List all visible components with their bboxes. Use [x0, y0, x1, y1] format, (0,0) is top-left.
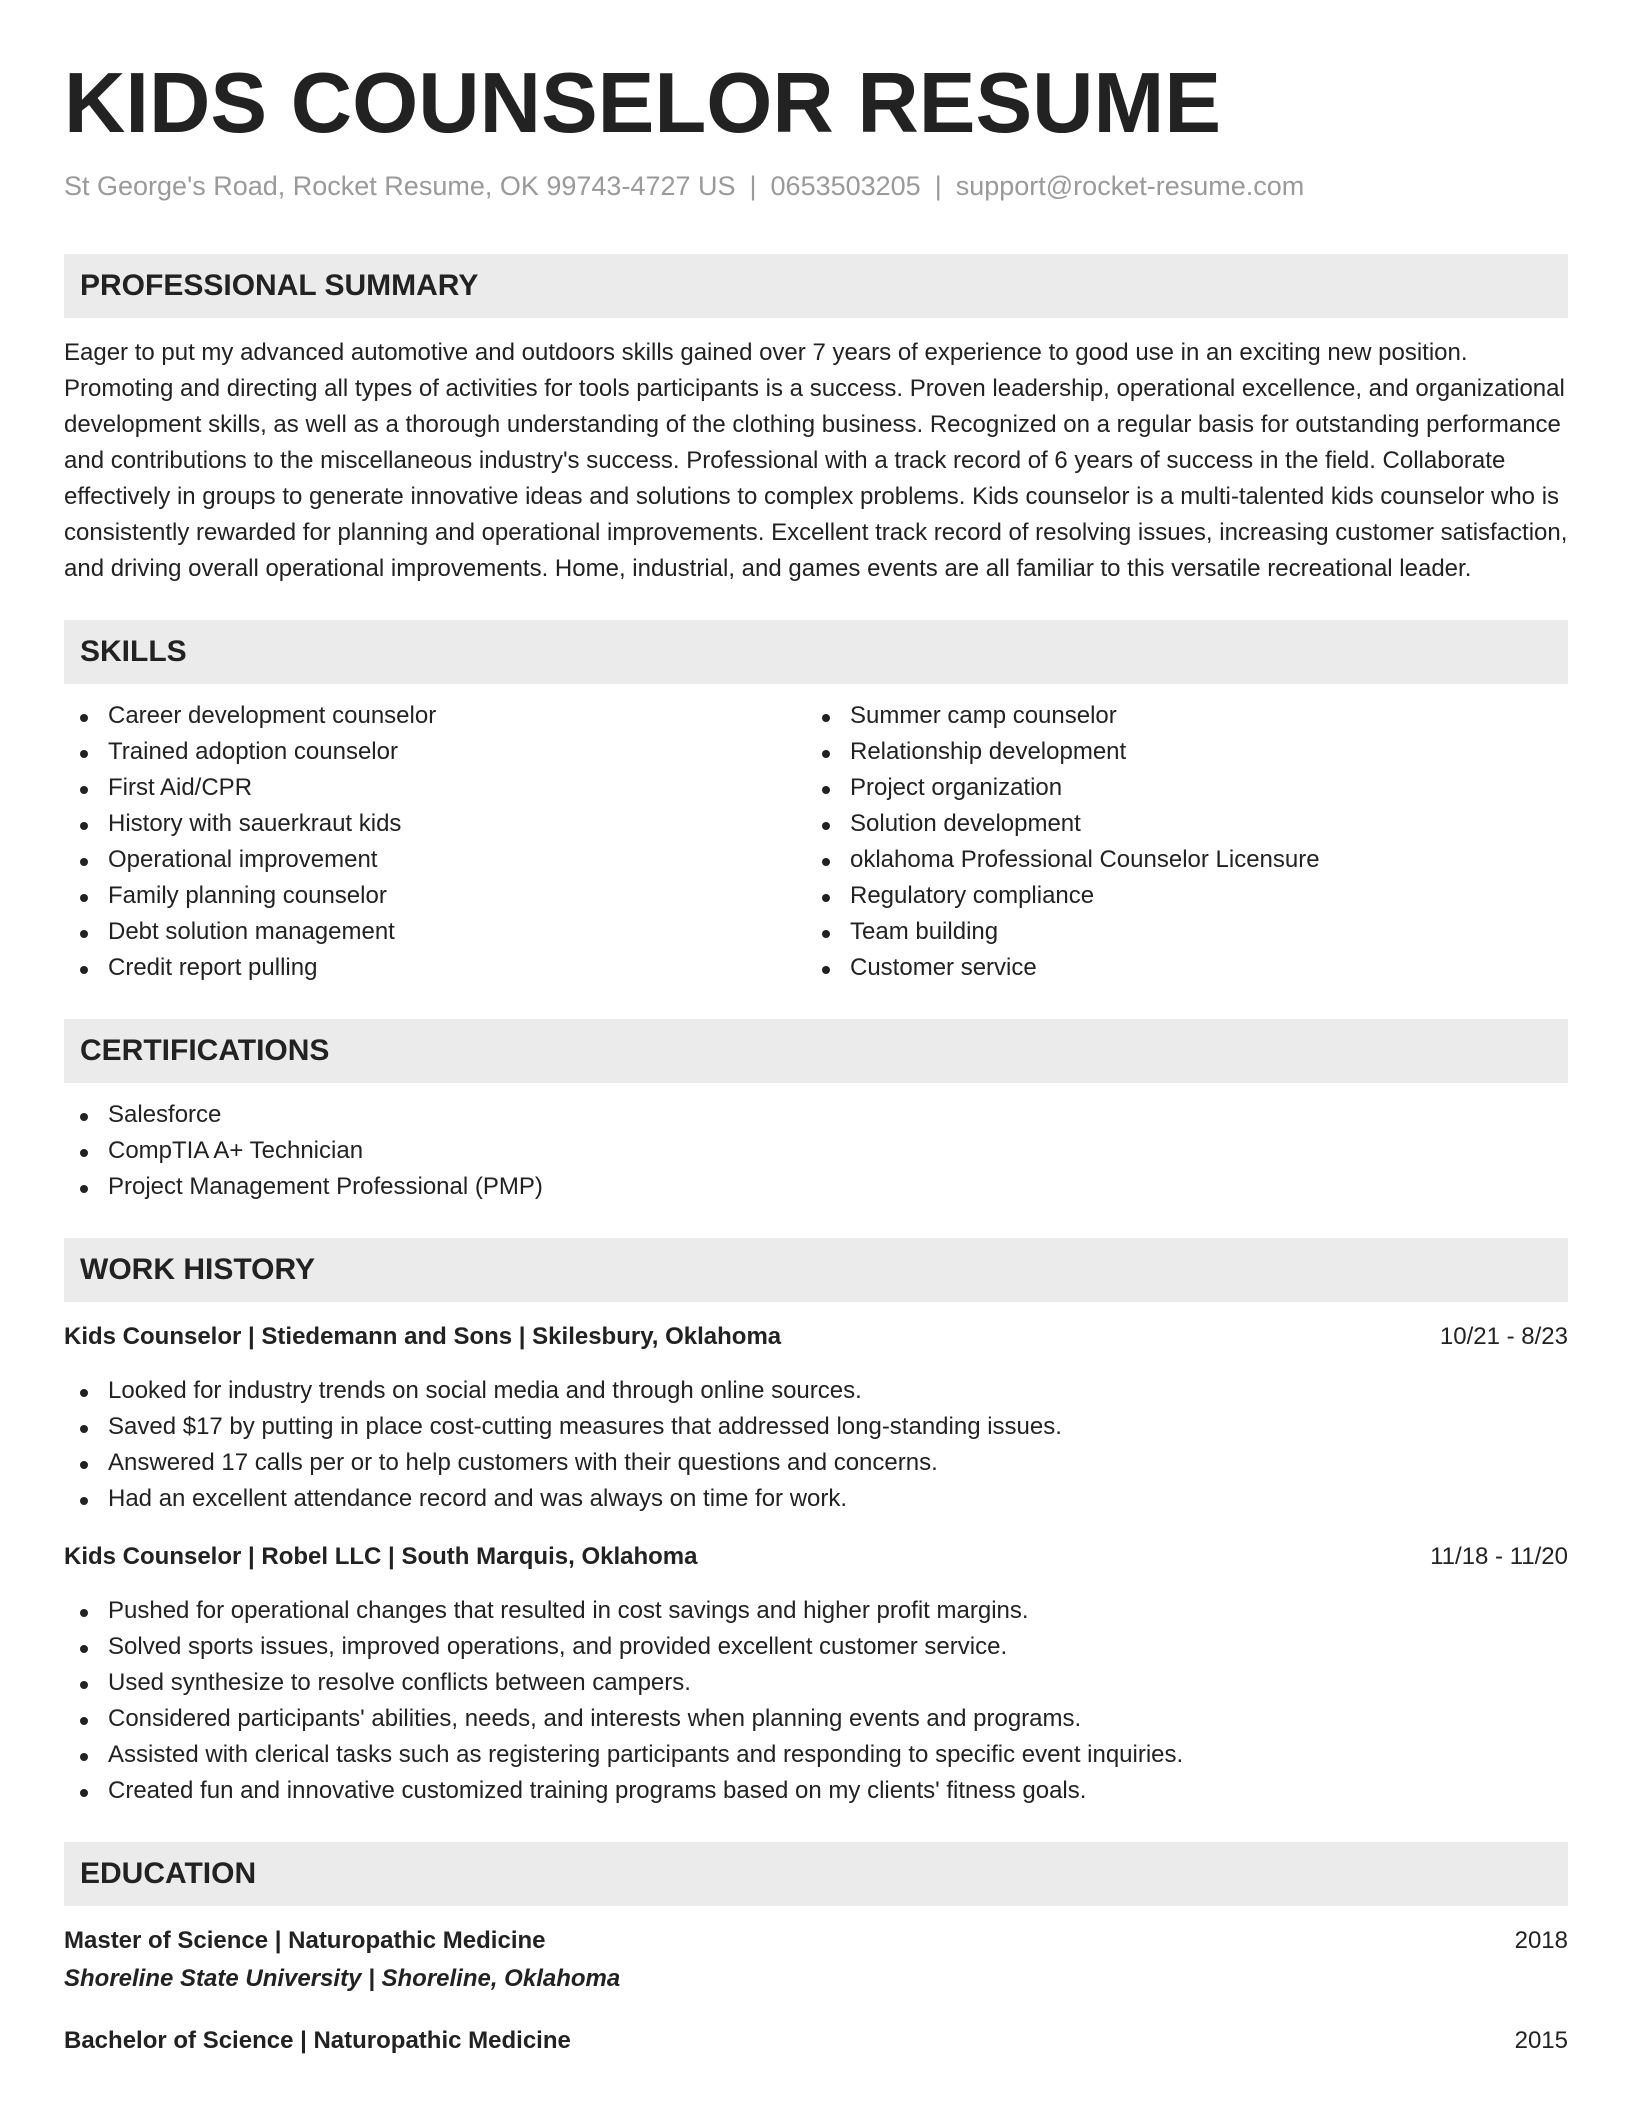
job-bullet: Considered participants' abilities, needs, and interests when planning events and programs. — [64, 1701, 1568, 1737]
skill-item: Customer service — [806, 950, 1548, 986]
job-bullet: Had an excellent attendance record and was always on time for work. — [64, 1481, 1568, 1517]
job-bullet: Answered 17 calls per or to help customers with their questions and concerns. — [64, 1445, 1568, 1481]
summary-heading: PROFESSIONAL SUMMARY — [64, 254, 1568, 318]
work-history-heading: WORK HISTORY — [64, 1238, 1568, 1302]
job-bullet: Solved sports issues, improved operations, and provided excellent customer service. — [64, 1629, 1568, 1665]
contact-email[interactable]: support@rocket-resume.com — [955, 171, 1305, 201]
work-history-section — [64, 1238, 1568, 1809]
contact-separator: | — [749, 171, 757, 201]
education-header — [64, 2023, 1568, 2059]
skill-item: First Aid/CPR — [64, 770, 806, 806]
certification-item: Project Management Professional (PMP) — [64, 1169, 1568, 1205]
certifications-heading: CERTIFICATIONS — [64, 1019, 1568, 1083]
education-heading: EDUCATION — [64, 1842, 1568, 1906]
skills-list-right — [806, 698, 1548, 986]
skill-item: Credit report pulling — [64, 950, 806, 986]
education-school: Shoreline State University | Shoreline, Oklahoma — [64, 1965, 621, 1992]
job-bullet: Assisted with clerical tasks such as registering participants and responding to specific event inquiries. — [64, 1737, 1568, 1773]
certifications-section — [64, 1019, 1568, 1205]
job-title: Kids Counselor | Stiedemann and Sons | Skilesbury, Oklahoma — [64, 1323, 782, 1350]
education-degree: Bachelor of Science | Naturopathic Medicine — [64, 2027, 571, 2054]
certifications-list — [64, 1097, 1568, 1205]
skills-section — [64, 620, 1568, 986]
skill-item: Solution development — [806, 806, 1548, 842]
skill-item: Family planning counselor — [64, 878, 806, 914]
job-bullet: Created fun and innovative customized training programs based on my clients' fitness goals. — [64, 1773, 1568, 1809]
resume-title: KIDS COUNSELOR RESUME — [64, 56, 1222, 151]
education-year: 2015 — [1514, 2027, 1568, 2054]
job-dates: 10/21 - 8/23 — [1439, 1323, 1568, 1350]
skill-item: Team building — [806, 914, 1548, 950]
job-entry — [64, 1539, 1568, 1809]
contact-line — [64, 168, 1568, 204]
skill-item: History with sauerkraut kids — [64, 806, 806, 842]
job-bullet: Saved $17 by putting in place cost-cutting measures that addressed long-standing issues. — [64, 1409, 1568, 1445]
skills-heading: SKILLS — [64, 620, 1568, 684]
education-entry — [64, 1923, 1568, 1999]
job-header — [64, 1319, 1568, 1355]
job-header — [64, 1539, 1568, 1575]
contact-separator: | — [934, 171, 942, 201]
certification-item: Salesforce — [64, 1097, 1568, 1133]
job-dates: 11/18 - 11/20 — [1430, 1543, 1568, 1570]
education-header — [64, 1923, 1568, 1959]
job-bullet: Looked for industry trends on social media and through online sources. — [64, 1373, 1568, 1409]
summary-section — [64, 254, 1568, 587]
education-entry — [64, 2023, 1568, 2059]
certification-item: CompTIA A+ Technician — [64, 1133, 1568, 1169]
job-title: Kids Counselor | Robel LLC | South Marquis, Oklahoma — [64, 1543, 698, 1570]
skill-item: Regulatory compliance — [806, 878, 1548, 914]
skill-item: Summer camp counselor — [806, 698, 1548, 734]
education-section — [64, 1842, 1568, 2059]
skills-columns — [64, 684, 1568, 986]
skill-item: Operational improvement — [64, 842, 806, 878]
skills-list-left — [64, 698, 806, 986]
skill-item: Trained adoption counselor — [64, 734, 806, 770]
skill-item: Career development counselor — [64, 698, 806, 734]
job-bullets — [64, 1373, 1568, 1517]
skill-item: Project organization — [806, 770, 1548, 806]
job-entry — [64, 1319, 1568, 1517]
summary-text: Eager to put my advanced automotive and outdoors skills gained over 7 years of experience to good use in an exciting new position. Promoting and directing all types of activities for tools participants is a success. Proven leadership, operational excellence, and organizational development skills, as well as a thorough understanding of the clothing business. Recognized on a regular basis for outstanding performance and contributions to the miscellaneous industry's success. Professional with a track record of 6 years of success in the field. Collaborate effectively in groups to generate innovative ideas and solutions to complex problems. Kids counselor is a multi-talented kids counselor who is consistently rewarded for planning and operational improvements. Excellent track record of resolving issues, increasing customer satisfaction, and driving overall operational improvements. Home, industrial, and games events are all familiar to this versatile recreational leader. — [64, 339, 1568, 582]
contact-phone: 0653503205 — [770, 171, 921, 201]
job-bullet: Pushed for operational changes that resulted in cost savings and higher profit margins. — [64, 1593, 1568, 1629]
education-degree: Master of Science | Naturopathic Medicine — [64, 1927, 546, 1954]
skill-item: Debt solution management — [64, 914, 806, 950]
education-year: 2018 — [1514, 1927, 1568, 1954]
job-bullets — [64, 1593, 1568, 1809]
skill-item: Relationship development — [806, 734, 1548, 770]
contact-address: St George's Road, Rocket Resume, OK 99743-4727 US — [64, 171, 736, 201]
job-bullet: Used synthesize to resolve conflicts between campers. — [64, 1665, 1568, 1701]
skill-item: oklahoma Professional Counselor Licensure — [806, 842, 1548, 878]
